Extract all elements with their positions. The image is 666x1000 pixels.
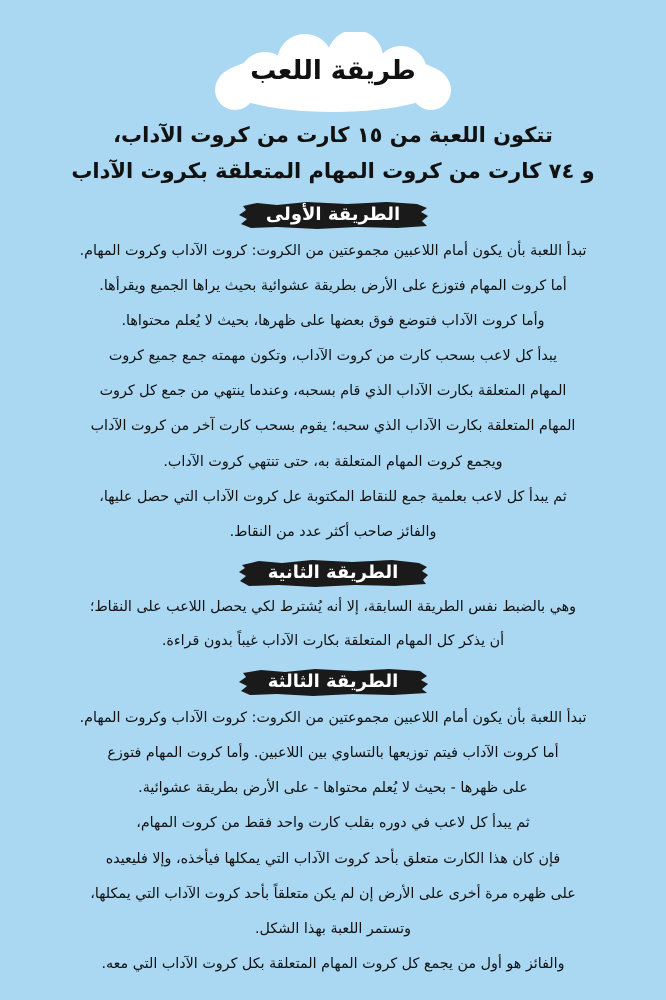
intro-line-1: تتكون اللعبة من ١٥ كارت من كروت الآداب، (113, 123, 553, 147)
section-2-line: أن يذكر كل المهام المتعلقة بكارت الآداب غيباً بدون قراءة. (161, 633, 505, 649)
section-1-line: تبدأ اللعبة بأن يكون أمام اللاعبين مجموعتين من الكروت: كروت الآداب وكروت المهام. (79, 243, 587, 259)
section-3-line: والفائز هو أول من يجمع كل كروت المهام المتعلقة بكل كروت الآداب التي معه. (101, 956, 565, 972)
section-3-line: ثم يبدأ كل لاعب في دوره بقلب كارت واحد فقط من كروت المهام، (136, 815, 530, 831)
section-heading-2 (237, 558, 429, 588)
section-1-line: أما كروت المهام فتوزع على الأرض بطريقة عشوائية بحيث يراها الجميع ويقرأها. (99, 278, 567, 294)
section-3-line: تبدأ اللعبة بأن يكون أمام اللاعبين مجموعتين من الكروت: كروت الآداب وكروت المهام. (79, 710, 587, 726)
section-3-line: على ظهره مرة أخرى على الأرض إن لم يكن متعلقاً بأحد كروت الآداب التي يمكلها، (90, 886, 576, 902)
section-heading-3 (237, 667, 429, 697)
section-1-line: يبدأ كل لاعب بسحب كارت من كروت الآداب، وتكون مهمته جمع جميع كروت (108, 348, 558, 364)
section-1-line: وأما كروت الآداب فتوضع فوق بعضها على ظهرها، بحيث لا يُعلم محتواها. (121, 313, 545, 329)
section-3-line: على ظهرها - بحيث لا يُعلم محتواها - على الأرض بطريقة عشوائية. (138, 780, 528, 796)
section-2-line: وهي بالضبط نفس الطريقة السابقة، إلا أنه يُشترط لكي يحصل اللاعب على النقاط؛ (89, 599, 577, 615)
section-heading-2-text: الطريقة الثانية (267, 562, 399, 583)
section-1-line: ثم يبدأ كل لاعب بعلمية جمع للنقاط المكتوبة عل كروت الآداب التي حصل عليها، (99, 489, 567, 505)
page-title: طريقة اللعب (250, 56, 416, 86)
section-3-line: وتستمر اللعبة بهذا الشكل. (254, 921, 412, 937)
section-1-line: المهام المتعلقة بكارت الآداب الذي قام بسحبه، وعندما ينتهي من جمع كل كروت (99, 383, 567, 399)
section-3-line: فإن كان هذا الكارت متعلق بأحد كروت الآداب التي يمكلها فيأخذه، وإلا فليعيده (105, 851, 561, 867)
intro-line-2: و ٧٤ كارت من كروت المهام المتعلقة بكروت الآداب (71, 159, 595, 183)
section-heading-1-text: الطريقة الأولى (265, 204, 401, 225)
section-1-line: والفائز صاحب أكثر عدد من النقاط. (229, 524, 437, 540)
section-heading-3-text: الطريقة الثالثة (267, 671, 399, 692)
section-heading-1 (237, 200, 429, 230)
section-3-line: أما كروت الآداب فيتم توزيعها بالتساوي بين اللاعبين. وأما كروت المهام فتوزع (107, 745, 559, 761)
title-cloud (205, 32, 461, 118)
section-1-line: ويجمع كروت المهام المتعلقة به، حتى تنتهي كروت الآداب. (163, 454, 503, 470)
section-1-line: المهام المتعلقة بكارت الآداب الذي سحبه؛ يقوم بسحب كارت آخر من كروت الآداب (90, 418, 576, 434)
